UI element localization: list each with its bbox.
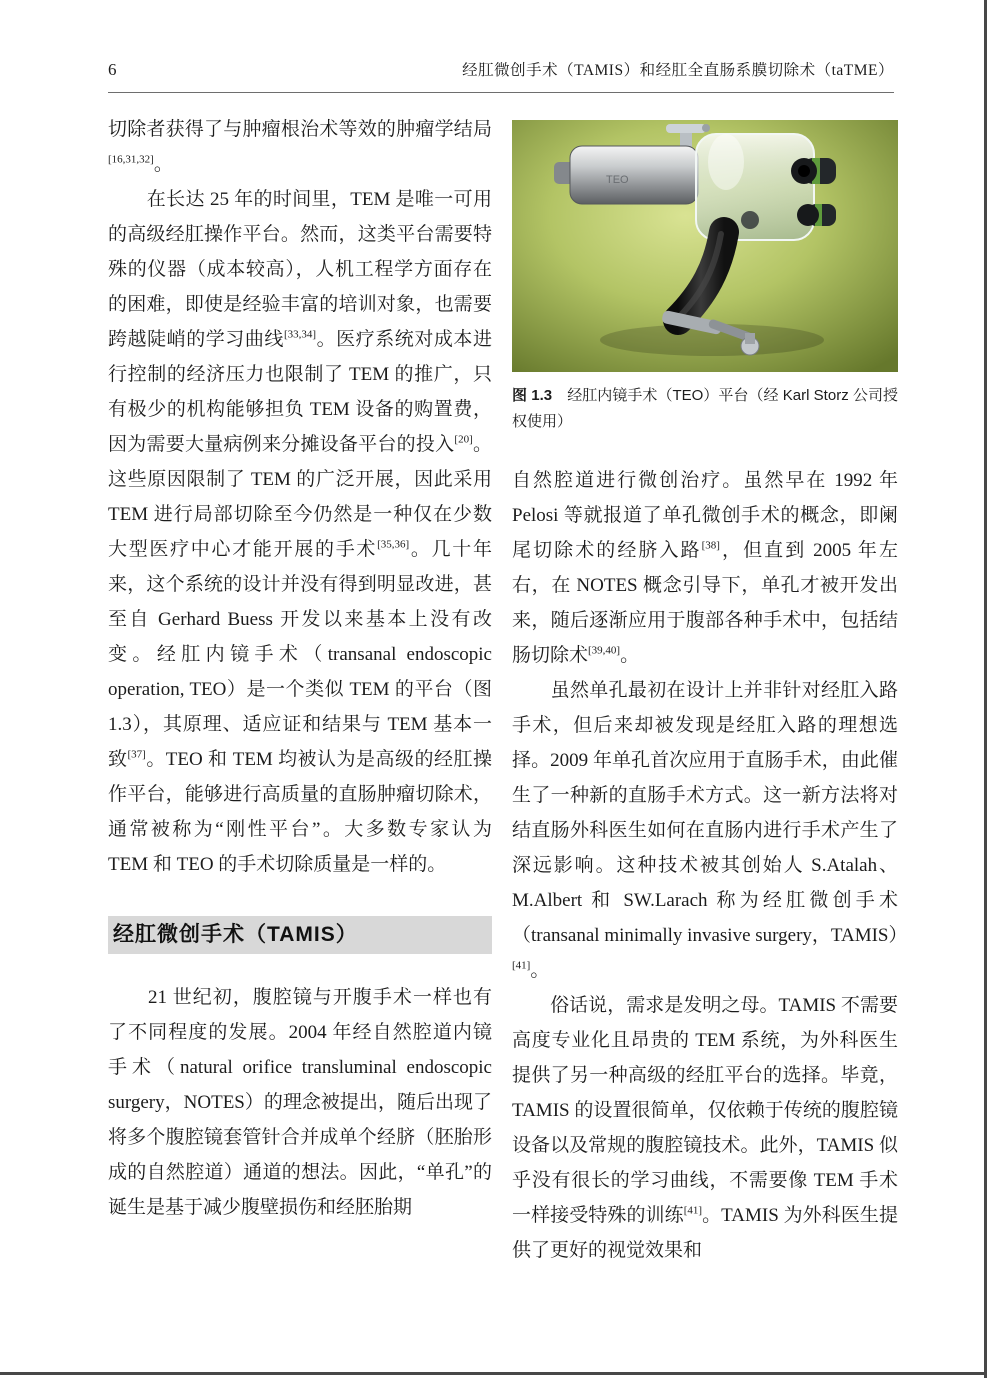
- instrument-port-lower: [797, 204, 836, 226]
- device-label: TEO: [606, 174, 629, 186]
- left-column: [108, 112, 492, 1225]
- paragraph: 自然腔道进行微创治疗。虽然早在 1992 年 Pelosi 等就报道了单孔微创手术的概念，即阑尾切除术的经脐入路[38]，但直到 2005 年左右，在 NOTES 概念引导下，单孔才被开发出来，随后逐渐应用于腹部各种手术中，包括结肠切除术[39,40]。: [512, 470, 898, 666]
- right-column: [512, 120, 908, 1268]
- reference-marker: [20]: [454, 433, 473, 446]
- reference-marker: [41]: [683, 1204, 703, 1217]
- paragraph: 21 世纪初，腹腔镜与开腹手术一样也有了不同程度的发展。2004 年经自然腔道内镜手术（natural orifice transluminal endoscopic surgery，NOTES）的理念被提出，随后出现了将多个腹腔镜套管针合并成单个经脐（胚胎形成的自然腔道）通道的想法。因此，“单孔”的诞生是基于减少腹壁损伤和经胚胎期: [108, 987, 492, 1218]
- paragraph: 虽然单孔最初在设计上并非针对经肛入路手术，但后来却被发现是经肛入路的理想选择。2009 年单孔首次应用于直肠手术，由此催生了一种新的直肠手术方式。这一新方法将对结直肠外科医生如何在直肠内进行手术产生了深远影响。这种技术被其创始人 S.Atalah、M.Albert 和 SW.Larach 称为经肛微创手术（transanal minimally invasive surgery，TAMIS）[41]。: [512, 680, 908, 981]
- page-scan-edge-right: [984, 0, 987, 1378]
- running-header: [108, 58, 894, 93]
- paragraph: 俗话说，需求是发明之母。TAMIS 不需要高度专业化且昂贵的 TEM 系统，为外科医生提供了另一种高级的经肛平台的选择。毕竟，TAMIS 的设置很简单，仅依赖于传统的腹腔镜设备以及常规的腹腔镜技术。此外，TAMIS 似乎没有很长的学习曲线，不需要像 TEM 手术一样接受特殊的训练[41]。TAMIS 为外科医生提供了更好的视觉效果和: [512, 995, 898, 1261]
- paragraph: 切除者获得了与肿瘤根治术等效的肿瘤学结局[16,31,32]。: [108, 119, 492, 175]
- left-column-text-section: [108, 980, 492, 1225]
- figure-photo-teo-platform: [512, 120, 898, 372]
- reference-marker: [37]: [127, 748, 146, 761]
- reference-marker: [41]: [512, 959, 531, 972]
- page-scan-edge-bottom: [0, 1372, 987, 1375]
- reference-marker: [16,31,32]: [108, 153, 154, 166]
- reference-marker: [39,40]: [588, 644, 621, 657]
- right-column-text: [512, 463, 908, 1268]
- figure-1-3: [512, 120, 898, 435]
- running-title: 经肛微创手术（TAMIS）和经肛全直肠系膜切除术（taTME）: [462, 62, 894, 79]
- reference-marker: [38]: [701, 539, 720, 552]
- reference-marker: [33,34]: [283, 328, 317, 341]
- figure-caption-label: 图 1.3: [512, 387, 553, 404]
- page-number: 6: [108, 60, 117, 79]
- figure-caption: [512, 383, 898, 435]
- paragraph: 在长达 25 年的时间里，TEM 是唯一可用的高级经肛操作平台。然而，这类平台需要特殊的仪器（成本较高），人机工程学方面存在的困难，即使是经验丰富的培训对象，也需要跨越陡峭的学习曲线[33,34]。医疗系统对成本进行控制的经济压力也限制了 TEM 的推广，只有极少的机构能够担负 TEM 设备的购置费，因为需要大量病例来分摊设备平台的投入[20]。这些原因限制了 TEM 的广泛开展，因此采用 TEM 进行局部切除至今仍然是一种仅在少数大型医疗中心才能开展的手术[35,36]。几十年来，这个系统的设计并没有得到明显改进，甚至自 Gerhard Buess 开发以来基本上没有改变。经肛内镜手术（transanal endoscopic operation, TEO）是一个类似 TEM 的平台（图 1.3），其原理、适应证和结果与 TEM 基本一致[37]。TEO 和 TEM 均被认为是高级的经肛操作平台，能够进行高质量的直肠肿瘤切除术，通常被称为“刚性平台”。大多数专家认为 TEM 和 TEO 的手术切除质量是一样的。: [108, 189, 492, 875]
- left-column-text-top: [108, 112, 492, 882]
- device-barrel: [570, 146, 698, 204]
- reference-marker: [35,36]: [377, 538, 410, 551]
- auxiliary-port: [741, 211, 759, 229]
- instrument-port-upper: [791, 158, 836, 184]
- section-heading-tamis: 经肛微创手术（TAMIS）: [108, 916, 492, 954]
- figure-caption-text: 经肛内镜手术（TEO）平台（经 Karl Storz 公司授权使用）: [512, 387, 898, 430]
